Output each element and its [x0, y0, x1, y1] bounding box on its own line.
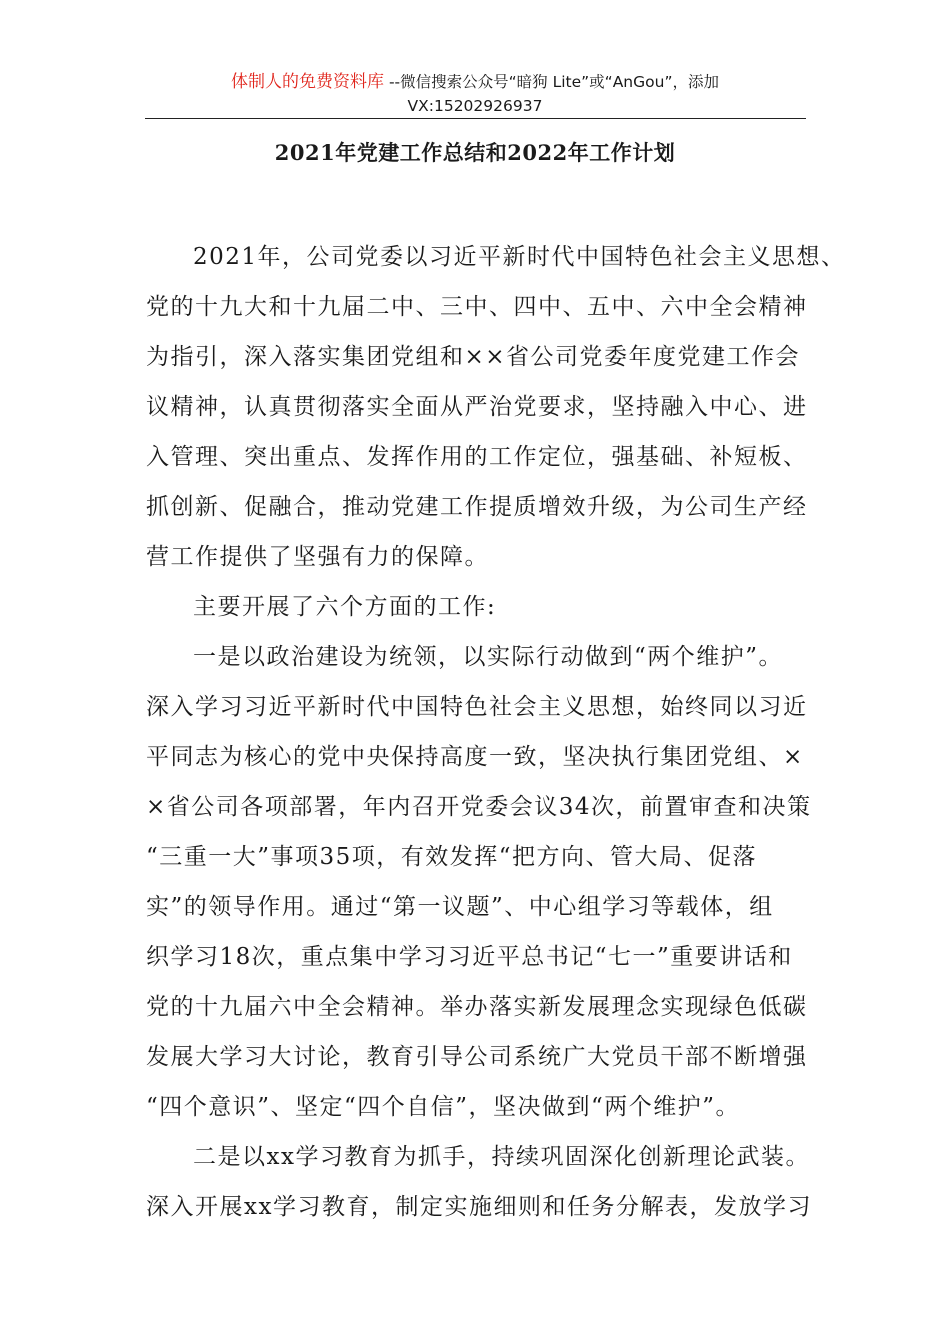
body-line: 发展大学习大讨论，教育引导公司系统广大党员干部不断增强	[146, 1044, 808, 1070]
body-line: 2021年，公司党委以习近平新时代中国特色社会主义思想、	[193, 244, 846, 270]
body-line: 主要开展了六个方面的工作:	[193, 594, 497, 620]
header-note: --微信搜索公众号“暗狗 Lite”或“AnGou”，添加	[388, 73, 719, 91]
body-line: 党的十九届六中全会精神。举办落实新发展理念实现绿色低碳	[146, 994, 808, 1020]
header-contact: VX:15202926937	[407, 97, 543, 115]
document-title: 2021年党建工作总结和2022年工作计划	[274, 140, 676, 165]
body-line: 深入学习习近平新时代中国特色社会主义思想，始终同以习近	[146, 694, 808, 720]
body-line: 议精神，认真贯彻落实全面从严治党要求，坚持融入中心、进	[146, 394, 808, 420]
body-line: “三重一大”事项35项，有效发挥“把方向、管大局、促落	[146, 844, 758, 870]
body-line: 一是以政治建设为统领，以实际行动做到“两个维护”。	[193, 644, 784, 670]
body-line: 深入开展xx学习教育，制定实施细则和任务分解表，发放学习	[146, 1194, 812, 1220]
body-line: 为指引，深入落实集团党组和××省公司党委年度党建工作会	[146, 344, 801, 370]
body-line: 织学习18次，重点集中学习习近平总书记“七一”重要讲话和	[146, 944, 793, 970]
brand-name: 体制人的免费资料库	[231, 72, 384, 92]
header-line-1	[0, 70, 950, 94]
header-divider	[145, 118, 806, 119]
body-line: ×省公司各项部署，年内召开党委会议34次，前置审查和决策	[146, 794, 812, 820]
body-line: “四个意识”、坚定“四个自信”，坚决做到“两个维护”。	[146, 1094, 741, 1120]
body-line: 党的十九大和十九届二中、三中、四中、五中、六中全会精神	[146, 294, 808, 320]
body-line: 二是以xx学习教育为抓手，持续巩固深化创新理论武装。	[193, 1144, 810, 1170]
body-line: 平同志为核心的党中央保持高度一致，坚决执行集团党组、×	[146, 744, 804, 770]
body-line: 实”的领导作用。通过“第一议题”、中心组学习等载体，组	[146, 894, 774, 920]
document-body	[146, 232, 846, 1232]
body-line: 抓创新、促融合，推动党建工作提质增效升级，为公司生产经	[146, 494, 808, 520]
page-header	[0, 70, 950, 118]
body-line: 营工作提供了坚强有力的保障。	[146, 544, 489, 570]
body-line: 入管理、突出重点、发挥作用的工作定位，强基础、补短板、	[146, 444, 808, 470]
